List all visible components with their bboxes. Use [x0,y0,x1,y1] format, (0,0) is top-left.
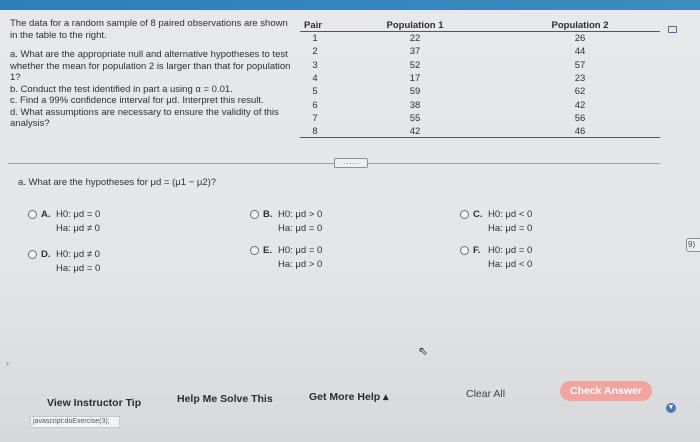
cell-pop1: 42 [409,125,421,137]
table-header [300,18,660,32]
question-prompt: a. What are the hypotheses for μd = (μ1 − μ2)? [18,177,217,188]
cell-pair: 8 [312,125,318,137]
option-letter: E. [263,245,272,256]
cell-pop2: 62 [574,86,586,98]
option-letter: A. [41,209,51,220]
option-c[interactable] [460,208,620,238]
option-null-hypothesis: H0: μd = 0 [488,245,533,256]
cell-pop2: 26 [574,33,586,45]
option-letter: C. [473,209,483,220]
chevron-right-icon[interactable]: › [6,358,9,368]
option-a[interactable] [28,208,188,238]
cell-pop1: 38 [409,99,421,111]
expand-window-icon[interactable] [668,26,677,33]
table-row [300,32,660,45]
problem-part-a: a. What are the appropriate null and alternative hypotheses to test whether the mean for population 2 is larger than that for population 1? [10,49,291,83]
table-row [300,72,660,85]
radio-button[interactable] [460,246,469,255]
header-population-2: Population 2 [551,20,609,31]
view-instructor-tip-link[interactable]: View Instructor Tip [47,397,142,409]
data-table [300,18,660,138]
cell-pop2: 56 [574,112,586,124]
cell-pair: 4 [312,73,318,85]
option-alt-hypothesis: Ha: μd = 0 [278,223,323,234]
cell-pop1: 55 [409,112,421,124]
cell-pop1: 22 [409,33,421,45]
option-f[interactable] [460,244,620,274]
table-row [300,59,660,72]
problem-part-d: d. What assumptions are necessary to ensure the validity of this analysis? [10,106,279,129]
get-more-help-dropdown[interactable]: Get More Help ▴ [309,391,389,403]
table-row [300,125,660,138]
header-population-1: Population 1 [386,20,444,31]
radio-button[interactable] [250,246,259,255]
cell-pair: 2 [312,46,318,58]
cell-pair: 1 [312,33,318,45]
table-row [300,45,660,58]
problem-part-b: b. Conduct the test identified in part a using α = 0.01. [10,83,233,95]
more-content-button[interactable]: ..... [334,158,368,168]
help-me-solve-link[interactable]: Help Me Solve This [177,393,273,405]
option-null-hypothesis: H0: μd > 0 [278,209,323,220]
cell-pop2: 23 [574,73,586,85]
check-answer-button[interactable]: Check Answer [560,381,652,401]
option-b[interactable] [250,208,410,238]
cell-pop1: 17 [409,73,421,85]
cell-pop2: 44 [574,46,586,58]
cell-pair: 7 [312,112,318,124]
option-alt-hypothesis: Ha: μd > 0 [278,259,323,270]
cell-pop2: 57 [574,59,586,71]
option-alt-hypothesis: Ha: μd = 0 [488,223,533,234]
scroll-down-icon[interactable]: ▼ [667,404,675,411]
cell-pair: 3 [312,59,318,71]
header-pair: Pair [304,20,322,31]
table-row [300,85,660,98]
cell-pop2: 46 [574,125,586,137]
status-bar-url: javascript:doExercise(3); [30,416,120,428]
side-question-badge[interactable]: 9) [686,238,700,252]
radio-button[interactable] [460,210,469,219]
problem-part-c: c. Find a 99% confidence interval for μd. Interpret this result. [10,95,264,106]
clear-all-button[interactable]: Clear All [466,388,506,400]
option-null-hypothesis: H0: μd = 0 [56,209,101,220]
radio-button[interactable] [250,210,259,219]
cell-pop2: 42 [574,99,586,111]
problem-statement [10,18,295,130]
option-letter: F. [473,245,481,256]
option-alt-hypothesis: Ha: μd ≠ 0 [56,223,100,234]
option-d[interactable] [28,248,188,278]
cell-pop1: 59 [409,86,421,98]
radio-button[interactable] [28,250,37,259]
option-null-hypothesis: H0: μd = 0 [278,245,323,256]
option-null-hypothesis: H0: μd ≠ 0 [56,249,100,260]
option-e[interactable] [250,244,410,274]
table-row [300,112,660,125]
option-letter: B. [263,209,273,220]
cell-pop1: 37 [409,46,421,58]
option-alt-hypothesis: Ha: μd = 0 [56,263,101,274]
option-alt-hypothesis: Ha: μd < 0 [488,259,533,270]
mouse-cursor-icon: ⇖ [418,344,429,358]
problem-intro: The data for a random sample of 8 paired observations are shown in the table to the right. [10,18,288,41]
table-row [300,98,660,111]
top-accent-bar [0,0,700,10]
option-letter: D. [41,249,51,260]
radio-button[interactable] [28,210,37,219]
cell-pop1: 52 [409,59,421,71]
cell-pair: 5 [312,86,318,98]
cell-pair: 6 [312,99,318,111]
option-null-hypothesis: H0: μd < 0 [488,209,533,220]
